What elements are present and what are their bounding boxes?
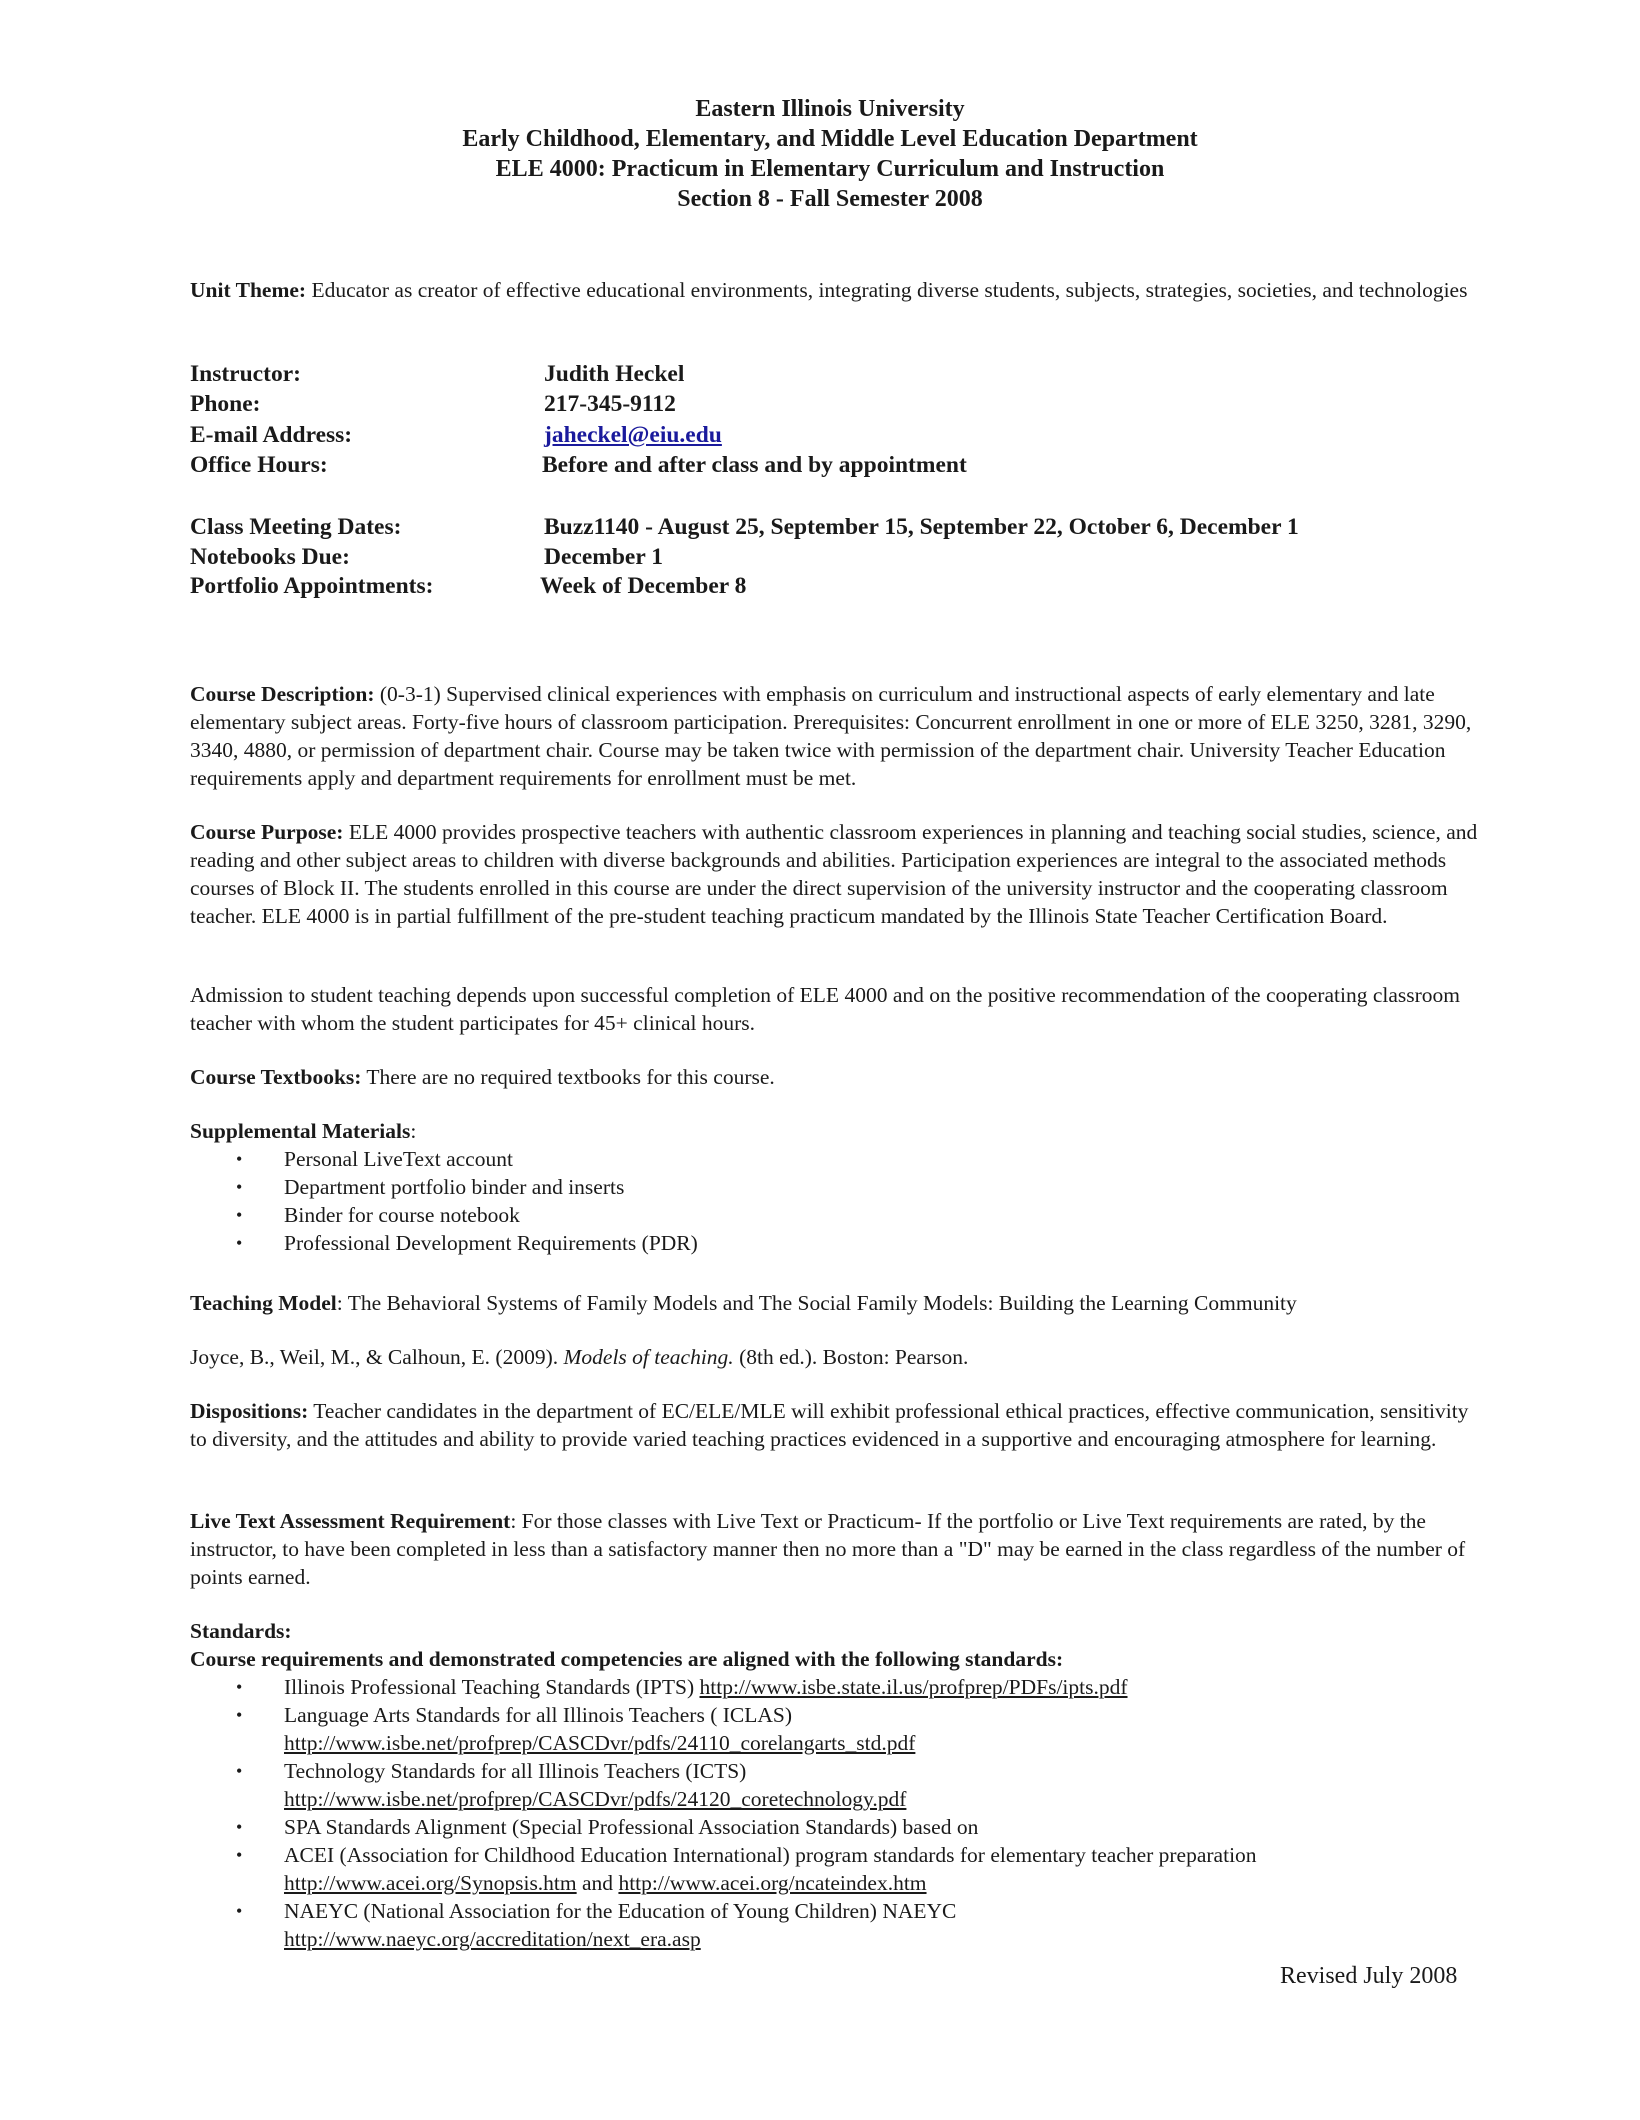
admission-paragraph: Admission to student teaching depends upon successful completion of ELE 4000 and on the positive recommendation of the cooperating classroom teacher with whom the student participates for 45+ clinical hours. (190, 983, 1461, 1035)
course-textbooks-text: There are no required textbooks for this course. (361, 1065, 775, 1089)
department-name: Early Childhood, Elementary, and Middle Level Education Department (462, 126, 1198, 152)
notebooks-value: December 1 (544, 544, 663, 570)
university-name: Eastern Illinois University (695, 96, 965, 122)
supplemental-materials (190, 1117, 1490, 1257)
list-item: • Professional Development Requirements (PDR) (190, 1229, 1490, 1257)
course-description-text: (0-3-1) Supervised clinical experiences with emphasis on curriculum and instructional aspects of early elementary and late elementary subject areas. Forty-five hours of classroom participation. Prerequisites: Concurrent enrollment in one or more of ELE 3250, 3281, 3290, 3340, 4880, or permission of department chair. Course may be taken twice with permission of the department chair. University Teacher Education requirements apply and department requirements for enrollment must be met. (190, 682, 1472, 790)
livetext-label: Live Text Assessment Requirement (190, 1509, 511, 1533)
unit-theme-text: Educator as creator of effective educational environments, integrating diverse students, subjects, strategies, societies, and technologies (306, 278, 1468, 302)
standard-text: Illinois Professional Teaching Standards (IPTS) (284, 1675, 700, 1699)
section-semester: Section 8 - Fall Semester 2008 (677, 186, 983, 212)
portfolio-label: Portfolio Appointments: (190, 573, 434, 599)
standard-link[interactable]: http://www.acei.org/Synopsis.htm (284, 1871, 577, 1895)
email-field (544, 420, 722, 450)
citation-title: Models of teaching. (563, 1345, 734, 1369)
course-purpose-label: Course Purpose: (190, 820, 344, 844)
email-link[interactable]: jaheckel@eiu.edu (544, 422, 722, 448)
notebooks-label: Notebooks Due: (190, 544, 350, 570)
course-description (190, 680, 1490, 792)
livetext-requirement (190, 1507, 1490, 1591)
class-meeting-label: Class Meeting Dates: (190, 514, 402, 540)
livetext-text: : For those classes with Live Text or Practicum- If the portfolio or Live Text requirements are rated, by the instructor, to have been completed in less than a satisfactory manner then no more than a "D" may be earned in the class regardless of the number of points earned. (190, 1509, 1466, 1589)
list-item (190, 1841, 1490, 1897)
standard-text: • SPA Standards Alignment (Special Professional Association Standards) based on (284, 1815, 979, 1839)
standard-link[interactable]: http://www.isbe.net/profprep/CASCDvr/pdfs/24110_corelangarts_std.pdf (284, 1731, 916, 1755)
course-purpose-text: ELE 4000 provides prospective teachers with authentic classroom experiences in planning and teaching social studies, science, and reading and other subject areas to children with diverse backgrounds and abilities. Participation experiences are integral to the associated methods courses of Block II. The students enrolled in this course are under the direct supervision of the university instructor and the cooperating classroom teacher. ELE 4000 is in partial fulfillment of the pre-student teaching practicum mandated by the Illinois State Teacher Certification Board. (190, 820, 1478, 928)
list-item (190, 1701, 1490, 1757)
standard-link[interactable]: http://www.naeyc.org/accreditation/next_era.asp (284, 1927, 701, 1951)
list-item: • Binder for course notebook (190, 1201, 1490, 1229)
course-purpose (190, 818, 1490, 930)
email-label: E-mail Address: (190, 422, 353, 448)
standards-sublabel: Course requirements and demonstrated competencies are aligned with the following standards: (190, 1647, 1064, 1671)
citation (190, 1343, 1490, 1371)
office-hours-label: Office Hours: (190, 452, 328, 478)
standard-text: • Language Arts Standards for all Illinois Teachers ( ICLAS) (284, 1703, 793, 1727)
document-header (0, 94, 1640, 214)
instructor-label: Instructor: (190, 361, 301, 387)
standard-text: • Technology Standards for all Illinois Teachers (ICTS) (284, 1759, 747, 1783)
list-item (190, 1757, 1490, 1813)
citation-publisher: (8th ed.). Boston: Pearson. (733, 1345, 969, 1369)
standard-link[interactable]: http://www.isbe.net/profprep/CASCDvr/pdfs/24120_coretechnology.pdf (284, 1787, 907, 1811)
supplemental-label: Supplemental Materials (190, 1119, 411, 1143)
course-textbooks-label: Course Textbooks: (190, 1065, 362, 1089)
teaching-model-text: : The Behavioral Systems of Family Models and The Social Family Models: Building the Learning Community (336, 1291, 1297, 1315)
list-item: • Department portfolio binder and inserts (190, 1173, 1490, 1201)
list-item: • Personal LiveText account (190, 1145, 1490, 1173)
dispositions-text: Teacher candidates in the department of EC/ELE/MLE will exhibit professional ethical practices, effective communication, sensitivity to diversity, and the attitudes and ability to provide varied teaching practices evidenced in a supportive and encouraging atmosphere for learning. (190, 1399, 1469, 1451)
course-description-label: Course Description: (190, 682, 375, 706)
standard-link[interactable]: http://www.isbe.state.il.us/profprep/PDFs/ipts.pdf (699, 1675, 1128, 1699)
citation-authors: Joyce, B., Weil, M., & Calhoun, E. (2009). (190, 1345, 564, 1369)
dispositions-label: Dispositions: (190, 1399, 309, 1423)
list-item (190, 1813, 1490, 1841)
supplemental-list (190, 1145, 1490, 1257)
unit-theme (190, 276, 1490, 304)
standard-text: • ACEI (Association for Childhood Education International) program standards for elementary teacher preparation (284, 1843, 1257, 1867)
standard-text: • NAEYC (National Association for the Education of Young Children) NAEYC (284, 1899, 957, 1923)
unit-theme-label: Unit Theme: (190, 278, 307, 302)
teaching-model (190, 1289, 1490, 1317)
teaching-model-label: Teaching Model (190, 1291, 337, 1315)
list-item (190, 1897, 1490, 1953)
office-hours-value: Before and after class and by appointment (542, 452, 967, 478)
standard-link-2[interactable]: http://www.acei.org/ncateindex.htm (618, 1871, 927, 1895)
standards-label: Standards: (190, 1619, 292, 1643)
class-meeting-value: Buzz1140 - August 25, September 15, September 22, October 6, December 1 (544, 514, 1299, 540)
list-item (190, 1673, 1490, 1701)
portfolio-value: Week of December 8 (540, 573, 747, 599)
phone-label: Phone: (190, 391, 261, 417)
course-title: ELE 4000: Practicum in Elementary Curriculum and Instruction (495, 156, 1165, 182)
revised-date: Revised July 2008 (1280, 1963, 1458, 1989)
instructor-value: Judith Heckel (544, 361, 685, 387)
standards-section (190, 1617, 1490, 1953)
phone-value: 217-345-9112 (544, 391, 676, 417)
dispositions (190, 1397, 1490, 1453)
standards-list (190, 1673, 1490, 1953)
course-textbooks (190, 1063, 1490, 1091)
link-joiner: and (576, 1871, 619, 1895)
supplemental-colon: : (410, 1119, 417, 1143)
